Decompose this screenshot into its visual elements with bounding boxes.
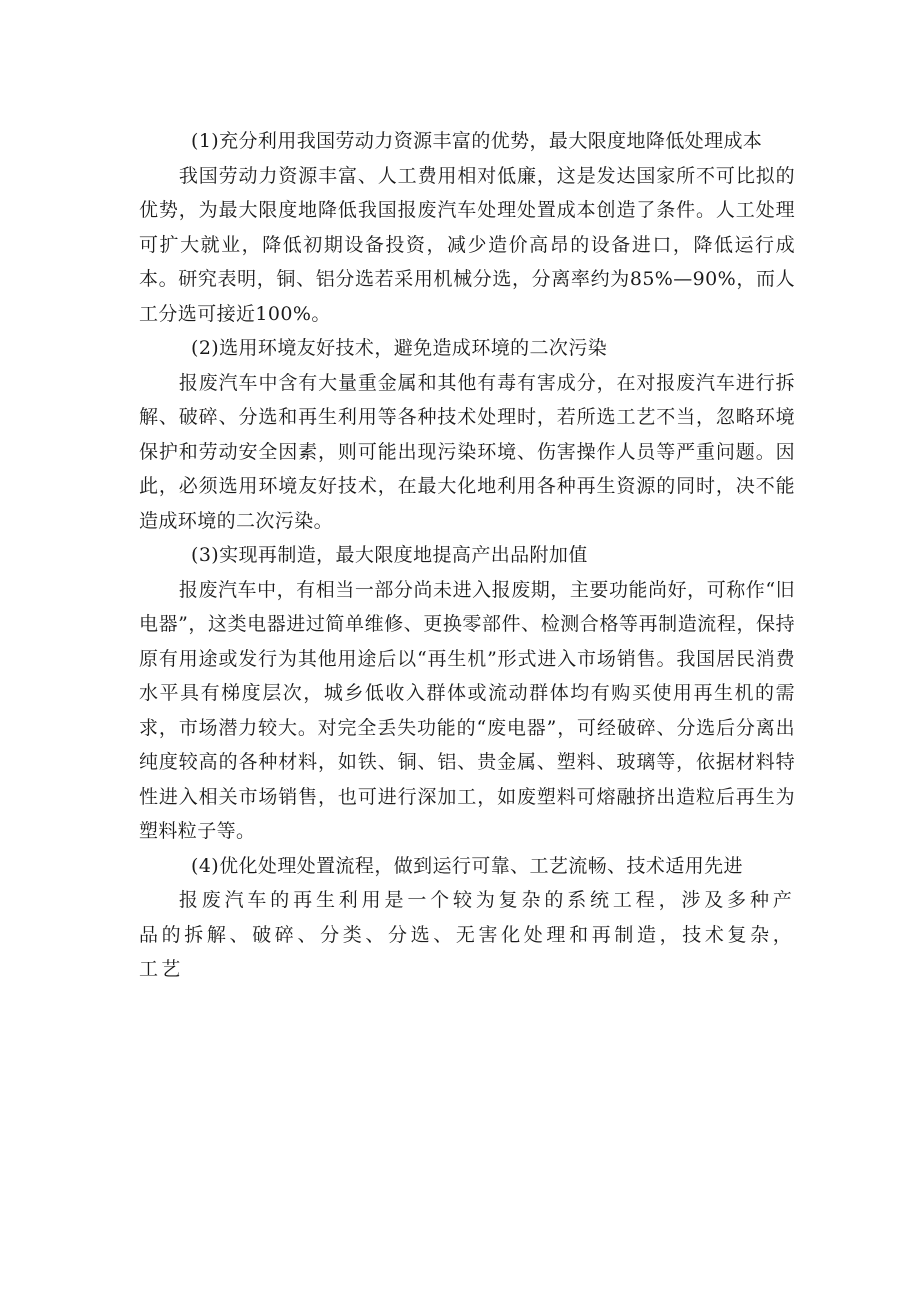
- paragraph-4: 报废汽车的再生利用是一个较为复杂的系统工程，涉及多种产品的拆解、破碎、分类、分选、无害化处理和再制造，技术复杂，工艺: [139, 889, 795, 980]
- paragraph-2: 报废汽车中含有大量重金属和其他有毒有害成分，在对报废汽车进行拆解、破碎、分选和再生利用等各种技术处理时，若所选工艺不当，忽略环境保护和劳动安全因素，则可能出现污染环境、伤害操作人员等严重问题。因此，必须选用环境友好技术，在最大化地利用各种再生资源的同时，决不能造成环境的二次污染。: [139, 371, 795, 532]
- section-heading-1: (1)充分利用我国劳动力资源丰富的优势，最大限度地降低处理成本: [191, 130, 763, 152]
- paragraph-3: 报废汽车中，有相当一部分尚未进入报废期，主要功能尚好，可称作“旧电器”，这类电器进过简单维修、更换零部件、检测合格等再制造流程，保持原有用途或发行为其他用途后以“再生机”形式进入市场销售。我国居民消费水平具有梯度层次，城乡低收入群体或流动群体均有购买使用再生机的需求，市场潜力较大。对完全丢失功能的“废电器”，可经破碎、分选后分离出纯度较高的各种材料，如铁、铜、铝、贵金属、塑料、玻璃等，依据材料特性进入相关市场销售，也可进行深加工，如废塑料可熔融挤出造粒后再生为塑料粒子等。: [139, 578, 795, 842]
- document-body: [139, 124, 795, 987]
- section-heading-2: (2)选用环境友好技术，避免造成环境的二次污染: [191, 337, 608, 359]
- paragraph-1: 我国劳动力资源丰富、人工费用相对低廉，这是发达国家所不可比拟的优势，为最大限度地降低我国报废汽车处理处置成本创造了条件。人工处理可扩大就业，降低初期设备投资，减少造价高昂的设备进口，降低运行成本。研究表明，铜、铝分选若采用机械分选，分离率约为85%—90%，而人工分选可接近100%。: [139, 164, 795, 325]
- section-heading-3: (3)实现再制造，最大限度地提高产出品附加值: [191, 544, 588, 566]
- section-heading-4: (4)优化处理处置流程，做到运行可靠、工艺流畅、技术适用先进: [191, 854, 743, 877]
